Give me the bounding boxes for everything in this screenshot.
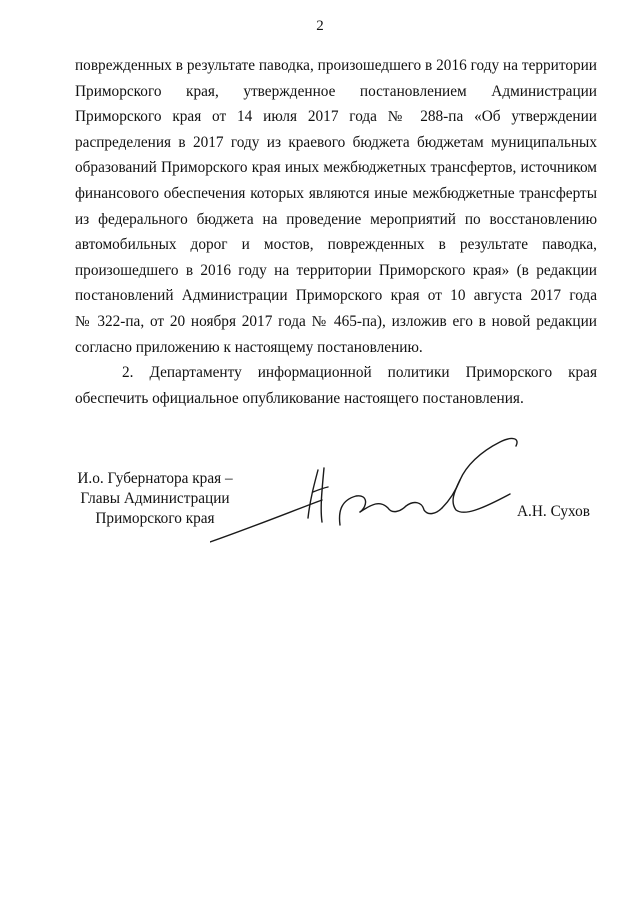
text-line: Приморского края от 14 июля 2017 года № 288-па «Об утверждении (75, 108, 597, 126)
signatory-title-line: Приморского края (95, 510, 215, 527)
text-line: образований Приморского края иных межбюджетных трансфертов, источником (75, 159, 597, 177)
document-body (75, 53, 597, 411)
text-line: финансового обеспечения которых являются иные межбюджетные трансферты (75, 184, 597, 202)
text-line: № 322-па, от 20 ноября 2017 года № 465-па), изложив его в новой редакции (75, 312, 597, 330)
signatory-title-line: И.о. Губернатора края – (77, 470, 233, 487)
text-line: из федерального бюджета на проведение мероприятий по восстановлению (75, 210, 597, 228)
text-line: распределения в 2017 году из краевого бюджета бюджетам муниципальных (75, 133, 597, 151)
text-line: произошедшего в 2016 году на территории Приморского края» (в редакции (75, 261, 597, 279)
text-line: поврежденных в результате паводка, произошедшего в 2016 году на территории (75, 57, 597, 74)
text-line: согласно приложению к настоящему постановлению. (75, 338, 423, 356)
text-line: 2. Департаменту информационной политики Приморского края (122, 364, 597, 382)
signatory-name: А.Н. Сухов (517, 503, 590, 520)
text-line: постановлений Администрации Приморского края от 10 августа 2017 года (75, 287, 597, 305)
handwritten-signature (210, 430, 530, 550)
page-number: 2 (316, 18, 324, 34)
text-line: автомобильных дорог и мостов, поврежденных в результате паводка, (75, 236, 597, 254)
text-line: обеспечить официальное опубликование настоящего постановления. (75, 389, 524, 407)
text-line: Приморского края, утвержденное постановлением Администрации (75, 82, 597, 100)
paragraph-continuation (75, 53, 597, 360)
signatory-title-line: Главы Администрации (80, 490, 230, 507)
paragraph-item-2 (75, 360, 597, 411)
